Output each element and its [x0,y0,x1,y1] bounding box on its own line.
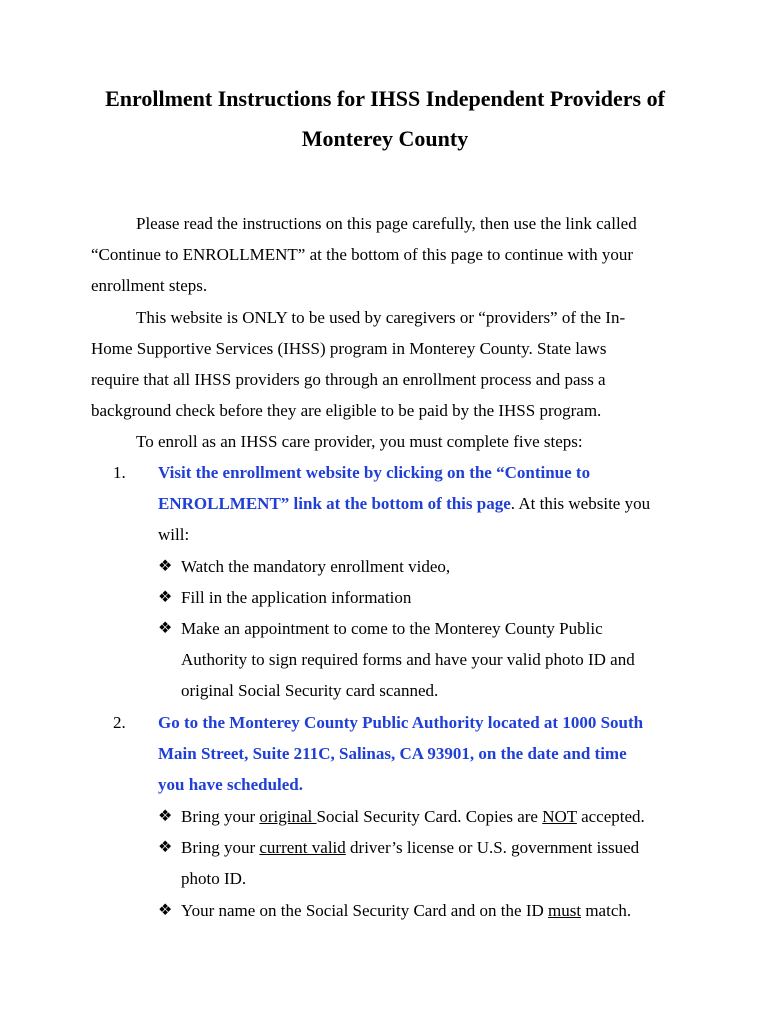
title-line-2: Monterey County [301,126,469,151]
step-2-bullet-3-pre: Your name on the Social Security Card and on the ID [181,901,549,920]
intro-p2-line-3: require that all IHSS providers go through an enrollment process and pass a [91,370,606,389]
step-1-bullet-2: Fill in the application information [181,588,412,607]
step-2-bullet-2 [181,838,639,858]
intro-p2-line-4: background check before they are eligible to be paid by the IHSS program. [91,401,602,420]
step-2-number: 2. [113,713,126,732]
bullet-icon: ❖ [158,902,173,919]
step-2-line-2: Main Street, Suite 211C, Salinas, CA 93901, on the date and time [158,744,627,763]
bullet-icon: ❖ [158,839,173,856]
bullet-icon: ❖ [158,808,173,825]
step-2-bullet-1 [181,807,645,827]
bullet-icon: ❖ [158,589,173,606]
step-1-line-2-rest: . At this website you [510,494,651,513]
step-1-bullet-3-line-1: Make an appointment to come to the Monterey County Public [181,619,603,638]
intro-p1-line-3: enrollment steps. [91,276,208,295]
step-2-bullet-1-underline: original [259,807,317,826]
step-2-line-3: you have scheduled. [158,775,303,794]
step-2-bullet-3 [181,901,631,921]
intro-p3: To enroll as an IHSS care provider, you must complete five steps: [136,432,583,451]
bullet-icon: ❖ [158,558,173,575]
step-2-bullet-1-underline-2: NOT [542,807,577,826]
step-1-line-3: will: [158,525,190,544]
step-2-bullet-2-underline: current valid [259,838,346,857]
step-1-line-2 [158,494,650,514]
step-2-bullet-1-mid: Social Security Card. Copies are [316,807,543,826]
step-2-line-1: Go to the Monterey County Public Authority located at 1000 South [158,713,644,732]
step-2-bullet-3-underline: must [548,901,582,920]
intro-p1-line-1: Please read the instructions on this page carefully, then use the link called [136,214,637,233]
step-1-bullet-1: Watch the mandatory enrollment video, [181,557,451,576]
step-1-bullet-3-line-3: original Social Security card scanned. [181,681,439,700]
step-2-bullet-1-post: accepted. [576,807,645,826]
intro-p1-line-2: “Continue to ENROLLMENT” at the bottom of this page to continue with your [91,245,634,264]
intro-p2-line-1: This website is ONLY to be used by caregivers or “providers” of the In- [136,308,626,327]
step-1-link-line-1[interactable]: Visit the enrollment website by clicking on the “Continue to [158,463,591,482]
step-1-bullet-3-line-2: Authority to sign required forms and have your valid photo ID and [181,650,635,669]
step-1-link-line-2[interactable]: ENROLLMENT” link at the bottom of this page [158,494,511,513]
title-line-1: Enrollment Instructions for IHSS Independent Providers of [105,86,665,111]
step-2-bullet-3-post: match. [581,901,632,920]
step-2-bullet-2-cont: photo ID. [181,869,247,888]
step-2-bullet-2-pre: Bring your [181,838,260,857]
step-2-bullet-1-pre: Bring your [181,807,260,826]
step-2-bullet-2-post: driver’s license or U.S. government issued [345,838,640,857]
bullet-icon: ❖ [158,620,173,637]
intro-p2-line-2: Home Supportive Services (IHSS) program in Monterey County. State laws [91,339,607,358]
step-1-number: 1. [113,463,126,482]
